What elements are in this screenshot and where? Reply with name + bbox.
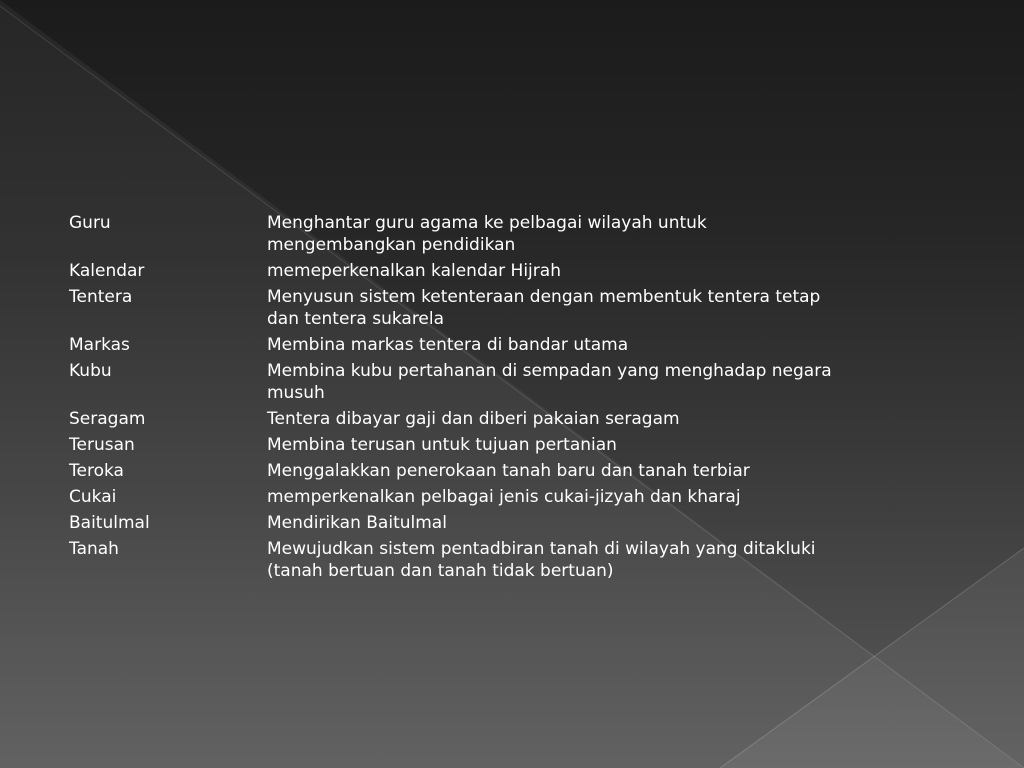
table-row xyxy=(58,286,848,334)
row-term: Markas xyxy=(69,335,130,355)
row-description: memeperkenalkan kalendar Hijrah xyxy=(267,261,561,281)
row-description: Mewujudkan sistem pentadbiran tanah di wilayah yang ditakluki (tanah bertuan dan tanah tidak bertuan) xyxy=(267,539,816,581)
row-description: Tentera dibayar gaji dan diberi pakaian seragam xyxy=(267,409,680,429)
row-description: Menghantar guru agama ke pelbagai wilayah untuk mengembangkan pendidikan xyxy=(267,213,707,255)
row-description: Membina terusan untuk tujuan pertanian xyxy=(267,435,617,455)
row-term: Terusan xyxy=(69,435,135,455)
row-description: memperkenalkan pelbagai jenis cukai-jizyah dan kharaj xyxy=(267,487,741,507)
table-row xyxy=(58,460,848,486)
row-description: Menggalakkan penerokaan tanah baru dan tanah terbiar xyxy=(267,461,750,481)
row-term: Cukai xyxy=(69,487,117,507)
table-row xyxy=(58,360,848,408)
row-term: Teroka xyxy=(69,461,124,481)
table-row xyxy=(58,408,848,434)
row-term: Kalendar xyxy=(69,261,145,281)
table-row xyxy=(58,212,848,260)
table-row xyxy=(58,434,848,460)
table-row xyxy=(58,486,848,512)
row-description: Menyusun sistem ketenteraan dengan membentuk tentera tetap dan tentera sukarela xyxy=(267,287,821,329)
row-term: Guru xyxy=(69,213,111,233)
row-term: Tanah xyxy=(69,539,119,559)
table-row xyxy=(58,334,848,360)
row-term: Kubu xyxy=(69,361,112,381)
row-description: Membina kubu pertahanan di sempadan yang menghadap negara musuh xyxy=(267,361,832,403)
row-description: Membina markas tentera di bandar utama xyxy=(267,335,629,355)
table-row xyxy=(58,260,848,286)
row-term: Seragam xyxy=(69,409,146,429)
content-table-body xyxy=(58,212,848,586)
content-table xyxy=(58,212,848,586)
table-row xyxy=(58,512,848,538)
row-term: Tentera xyxy=(69,287,133,307)
table-row xyxy=(58,538,848,586)
row-term: Baitulmal xyxy=(69,513,150,533)
row-description: Mendirikan Baitulmal xyxy=(267,513,447,533)
